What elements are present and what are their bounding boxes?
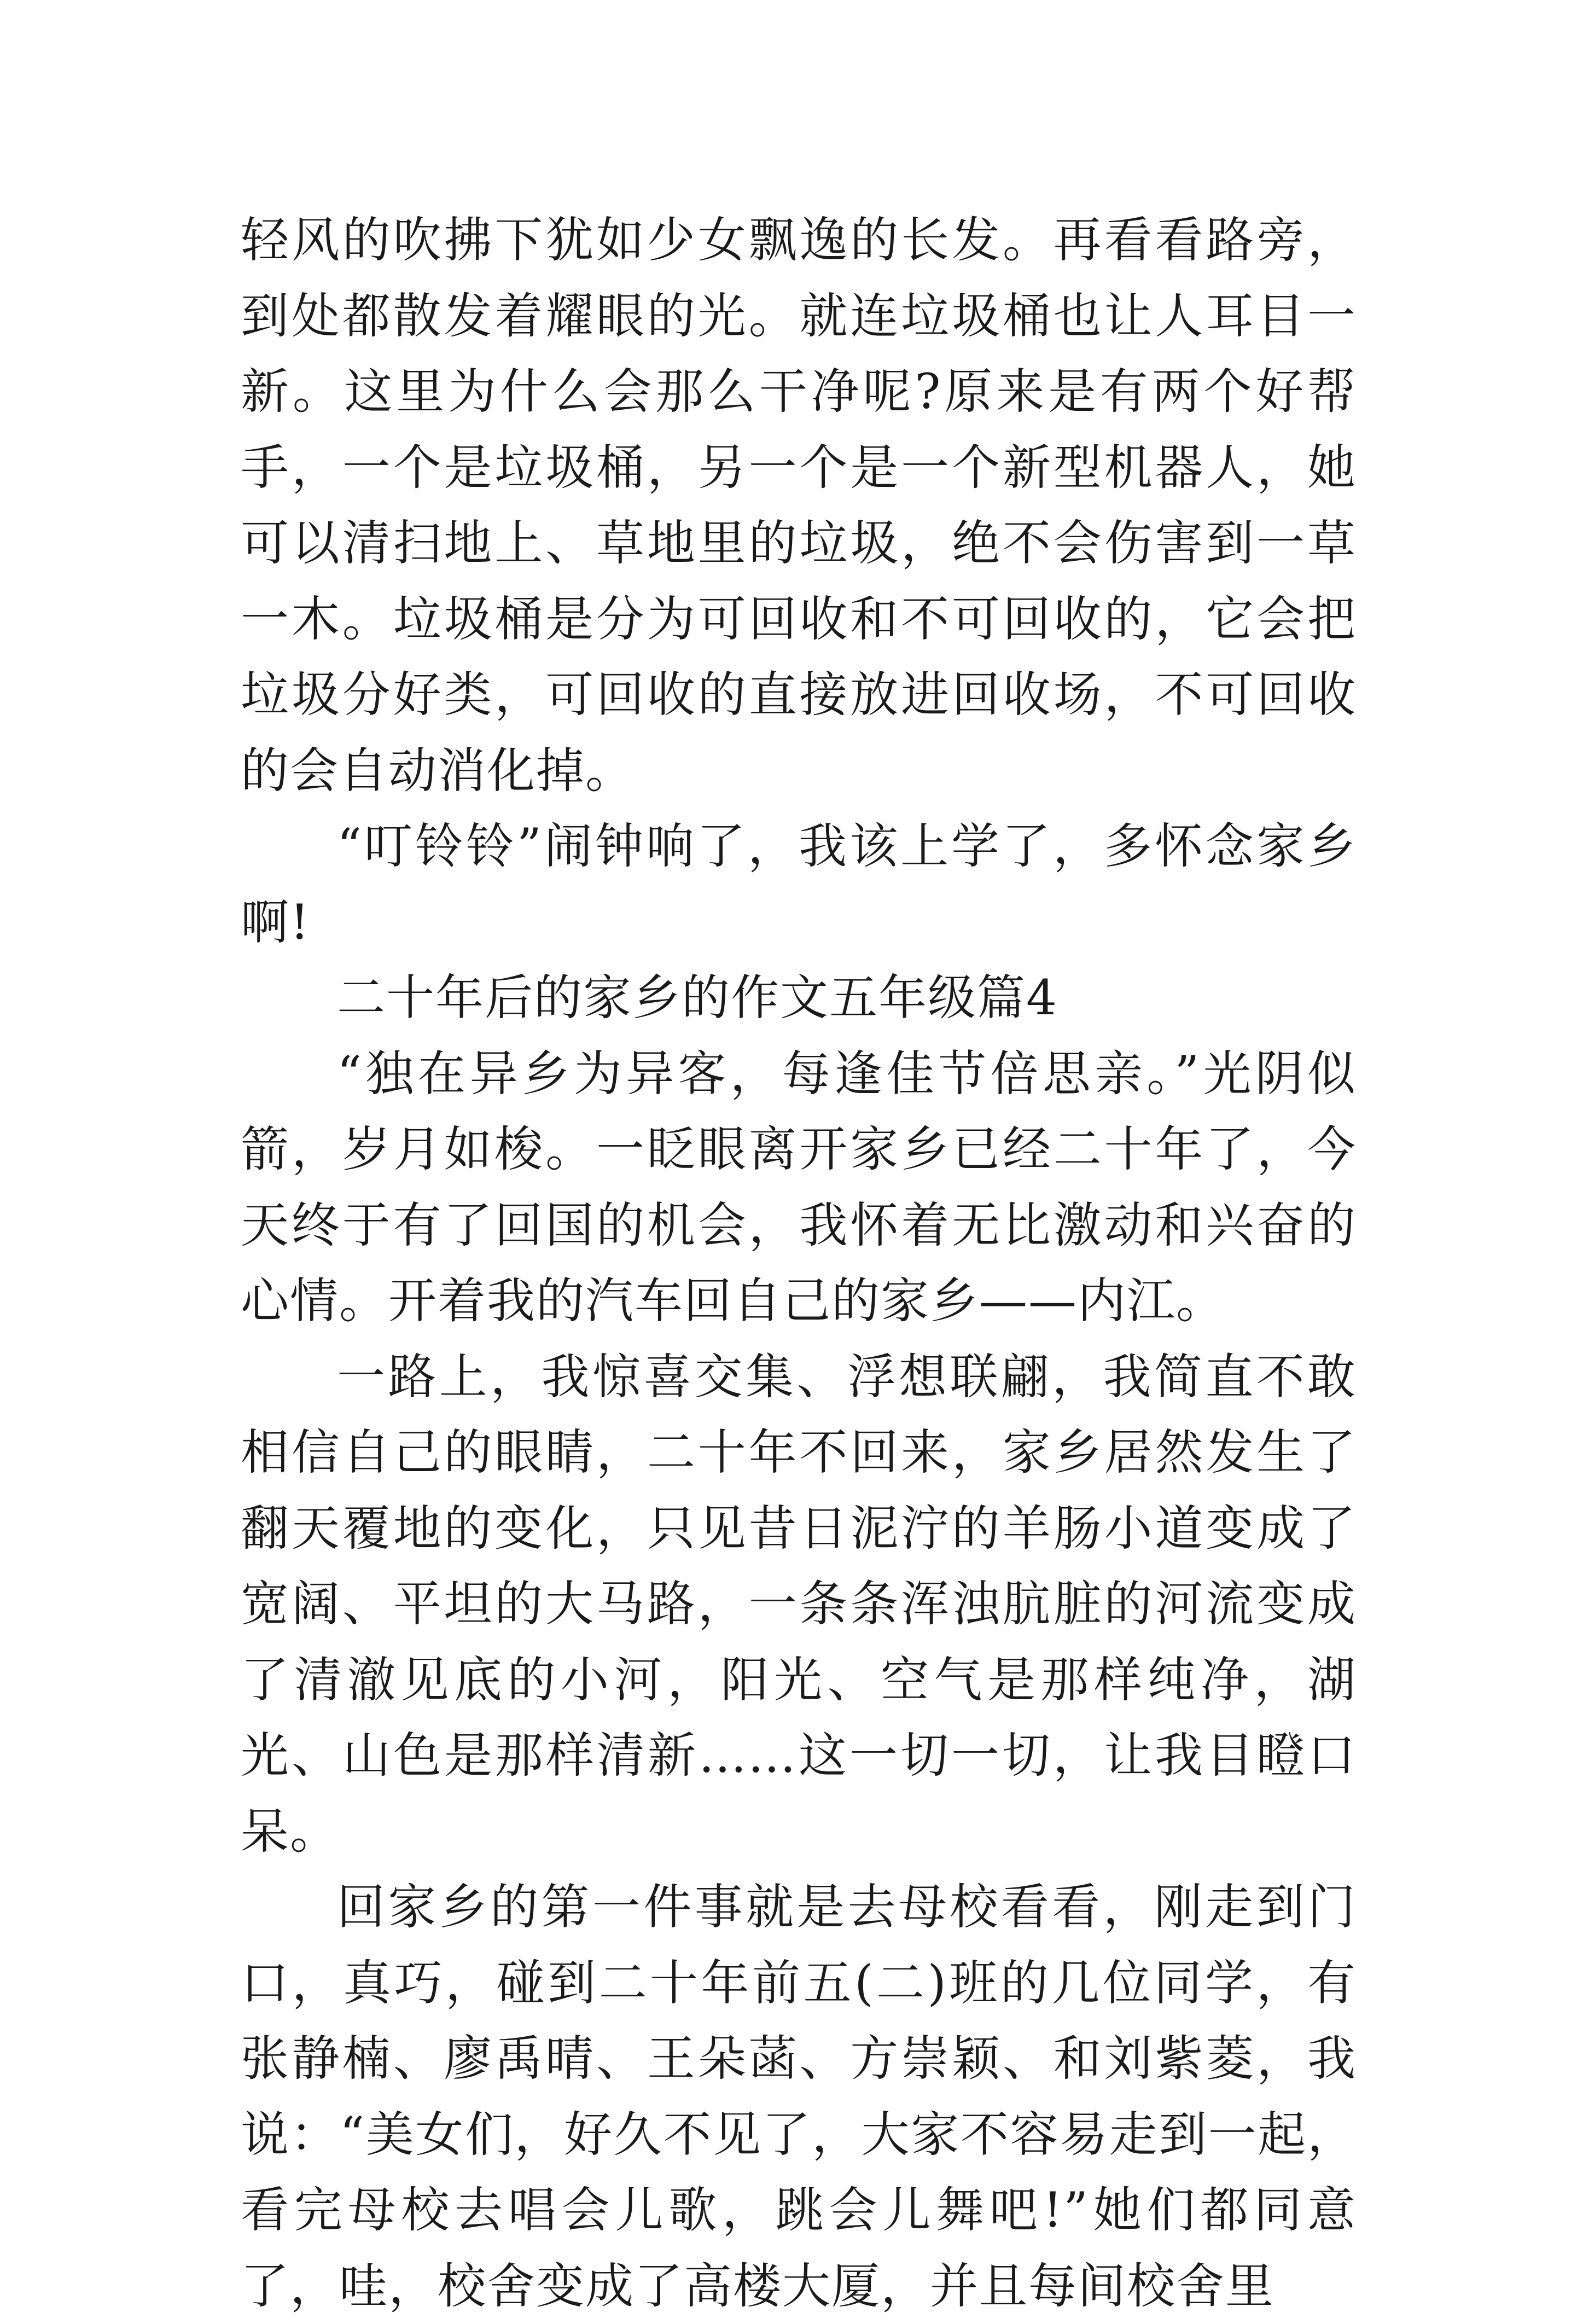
- paragraph-3: “独在异乡为异客，每逢佳节倍思亲。”光阴似箭，岁月如梭。一眨眼离开家乡已经二十年了，今天终于有了回国的机会，我怀着无比激动和兴奋的心情。开着我的汽车回自己的家乡——内江。: [241, 1045, 1357, 1329]
- paragraph-2: “叮铃铃”闹钟响了，我该上学了，多怀念家乡啊!: [241, 818, 1357, 950]
- paragraph-1: 轻风的吹拂下犹如少女飘逸的长发。再看看路旁，到处都散发着耀眼的光。就连垃圾桶也让人耳目一新。这里为什么会那么干净呢?原来是有两个好帮手，一个是垃圾桶，另一个是一个新型机器人，她可以清扫地上、草地里的垃圾，绝不会伤害到一草一木。垃圾桶是分为可回收和不可回收的，它会把垃圾分好类，可回收的直接放进回收场，不可回收的会自动消化掉。: [241, 212, 1357, 799]
- document-body: [241, 202, 1357, 2324]
- paragraph-5: 回家乡的第一件事就是去母校看看，刚走到门口，真巧，碰到二十年前五(二)班的几位同学，有张静楠、廖禹晴、王朵菡、方崇颖、和刘紫菱，我说：“美女们，好久不见了，大家不容易走到一起，看完母校去唱会儿歌，跳会儿舞吧!”她们都同意了，哇，校舍变成了高楼大厦，并且每间校舍里: [241, 1879, 1357, 2314]
- section-heading: 二十年后的家乡的作文五年级篇4: [337, 969, 1058, 1026]
- paragraph-4: 一路上，我惊喜交集、浮想联翩，我简直不敢相信自己的眼睛，二十年不回来，家乡居然发生了翻天覆地的变化，只见昔日泥泞的羊肠小道变成了宽阔、平坦的大马路，一条条浑浊肮脏的河流变成了清澈见底的小河，阳光、空气是那样纯净，湖光、山色是那样清新……这一切一切，让我目瞪口呆。: [241, 1348, 1357, 1860]
